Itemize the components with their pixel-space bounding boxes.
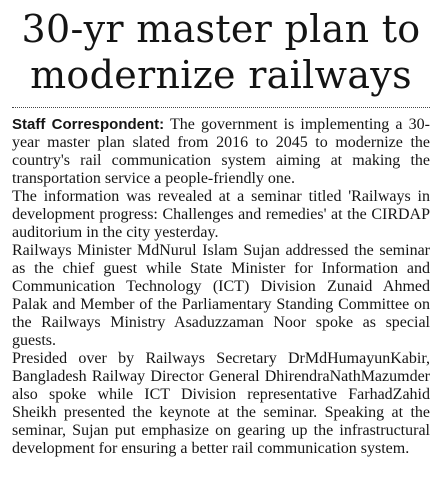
headline (12, 6, 430, 98)
headline-divider (12, 107, 430, 108)
article-paragraph-4: Presided over by Railways Secretary DrMdHumayunKabir, Bangladesh Railway Director General DhirendraNathMazumder also spoke while ICT Division representative FarhadZahid Sheikh presented the keynote at the seminar. Speaking at the seminar, Sujan put emphasize on gearing up the infrastructural development for ensuring a better rail communication system. (12, 350, 430, 457)
article-paragraph-3: Railways Minister MdNurul Islam Sujan addressed the seminar as the chief guest while State Minister for Information and Communication Technology (ICT) Division Zunaid Ahmed Palak and Member of the Parliamentary Standing Committee on the Railways Ministry Asaduzzaman Noor spoke as special guests. (12, 242, 430, 349)
headline-line-1: 30-yr master plan to (21, 7, 421, 51)
paragraph-1-text: The government is implementing a 30-year master plan slated from 2016 to 2045 to modernize the country's rail communication system aiming at making the transportation service a people-friendly one. (12, 116, 431, 187)
article-paragraph-1 (12, 116, 430, 188)
headline-line-2: modernize railways (30, 53, 412, 97)
byline: Staff Correspondent: (12, 116, 165, 133)
article-body (12, 116, 430, 458)
article-paragraph-2: The information was revealed at a seminar titled 'Railways in development progress: Challenges and remedies' at the CIRDAP auditorium in the city yesterday. (12, 188, 430, 241)
